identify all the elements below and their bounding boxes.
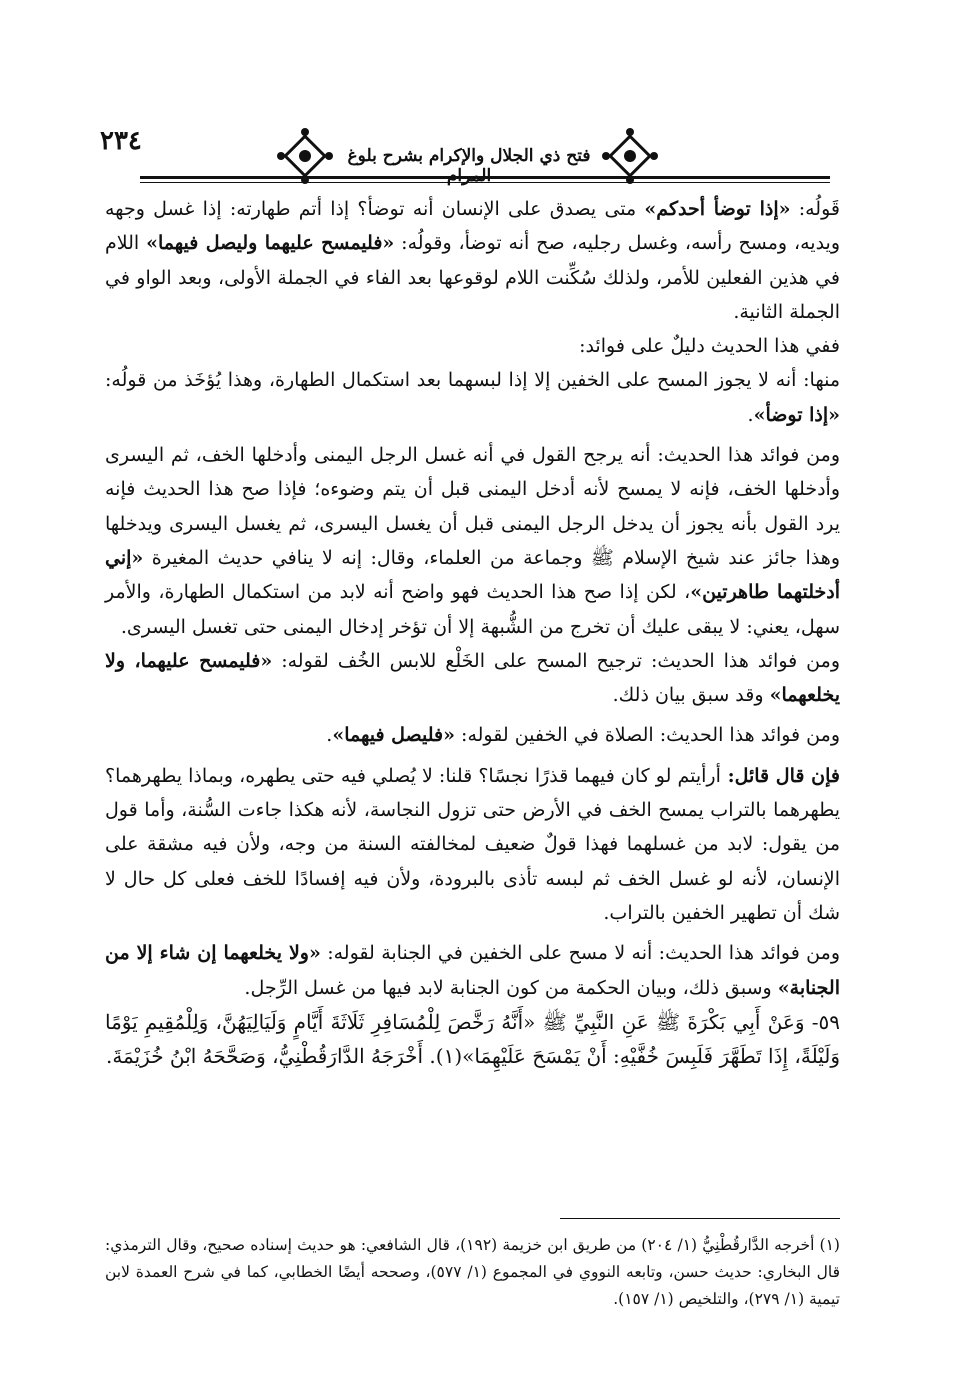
page-number: ٢٣٤ — [100, 126, 142, 156]
paragraph: ومن فوائد هذا الحديث: أنه لا مسح على الخفين في الجنابة لقوله: «ولا يخلعهما إن شاء إلا من الجنابة» وسبق ذلك، وبيان الحكمة من كون الجنابة لابد فيها من غسل الرِّجل. — [105, 942, 841, 999]
footnote — [105, 1232, 840, 1313]
book-title: فتح ذي الجلال والإكرام بشرح بلوغ المرام — [347, 146, 591, 186]
footnote-item: (١) أخرجه الدَّارقُطْنِيُّ (١/ ٢٠٤) من طريق ابن خزيمة (١٩٢)، قال الشافعي: هو حديث إسناده صحيح، وقال الترمذي: قال البخاري: حديث حسن، وتابعه النووي في المجموع (١/ ٥٧٧)، وصححه أيضًا الخطابي، كما في شرح العمدة لابن تيمية (١/ ٢٧٩)، والتلخيص (١/ ١٥٧). — [105, 1236, 840, 1308]
page-header — [100, 118, 870, 188]
paragraph: ومن فوائد هذا الحديث: الصلاة في الخفين لقوله: «فليصل فيهما». — [326, 724, 840, 747]
paragraph: قَولُه: «إذا توضأ أحدكم» متى يصدق على الإنسان أنه توضأ؟ إذا أتم طهارته: إذا غسل وجهه ويديه، ومسح رأسه، وغسل رجليه، صح أنه توضأ، وقولُه: «فليمسح عليهما وليصل فيهما» اللام في هذين الفعلين للأمر، ولذلك سُكِّنت اللام لوقوعها بعد الفاء في الجملة الأولى، وبعد الواو في الجملة الثانية. — [105, 198, 841, 323]
footnote-divider — [560, 1218, 840, 1219]
paragraph: ومن فوائد هذا الحديث: أنه يرجح القول في أنه غسل الرجل اليمنى وأدخلها الخف، ثم اليسرى وأدخلها الخف، فإنه لا يمسح لأنه أدخل اليمنى قبل أن يتم وضوءه؛ فإذا صح هذا الحديث فإنه يرد القول بأنه يجوز أن يدخل الرجل اليمنى قبل أن يغسل اليسرى، ثم يغسل اليسرى ويدخلها وهذا جائز عند شيخ الإسلام ﷺ وجماعة من العلماء، وقال: إنه لا ينافي حديث المغيرة «إني أدخلتهما طاهرتين»، لكن إذا صح هذا الحديث فهو واضح أنه لابد من استكمال الطهارة، والأمر سهل، يعني: لا يبقى عليك أن تخرج من الشُّبهة إلا أن تؤخر إدخال اليمنى حتى تغسل اليسرى. — [105, 444, 840, 638]
paragraph: ففي هذا الحديث دليلٌ على فوائد: — [579, 335, 840, 358]
paragraph: منها: أنه لا يجوز المسح على الخفين إلا إذا لبسهما بعد استكمال الطهارة، وهذا يُؤخَذ من قولُه: «إذا توضأ». — [105, 369, 840, 426]
header-rule — [140, 176, 830, 179]
hadith-text: ٥٩- وَعَنْ أَبِي بَكْرَةَ ﷺ عَنِ النَّبِيِّ ﷺ «أَنَّهُ رَخَّصَ لِلْمُسَافِرِ ثَلَاثَةَ أَيَّامٍ وَلَيَالِيَهُنَّ، وَلِلْمُقِيمِ يَوْمًا وَلَيْلَةً، إِذَا تَطَهَّرَ فَلَبِسَ خُفَّيْهِ: أَنْ يَمْسَحَ عَلَيْهِمَا»(١). أَخْرَجَهُ الدَّارَقُطْنِيُّ، وَصَحَّحَهُ ابْنُ خُزَيْمَةَ. — [105, 1009, 840, 1069]
paragraph: فإن قال قائل: أرأيتم لو كان فيهما قذرًا نجسًا؟ قلنا: لا يُصلي فيه حتى يطهره، وبماذا يطهرهما؟ يطهرهما بالتراب يمسح الخف في الأرض حتى تزول النجاسة، لأنه هكذا جاءت السُّنة، وأما قول من يقول: لابد من غسلهما فهذا قولٌ ضعيف لمخالفته السنة من وجه، ولأن فيه مشقة على الإنسان، لأنه لو غسل الخف ثم لبسه تأذى بالبرودة، ولأن فيه إفسادًا للخف فعلى كل حال لا شك أن تطهير الخفين بالتراب. — [105, 764, 840, 924]
header-rule-thin — [140, 182, 830, 183]
main-text — [105, 192, 840, 1073]
paragraph: ومن فوائد هذا الحديث: ترجيح المسح على الخَلْع للابس الخُف لقوله: «فليمسح عليهما، ولا يخلعهما» وقد سبق بيان ذلك. — [105, 649, 840, 707]
